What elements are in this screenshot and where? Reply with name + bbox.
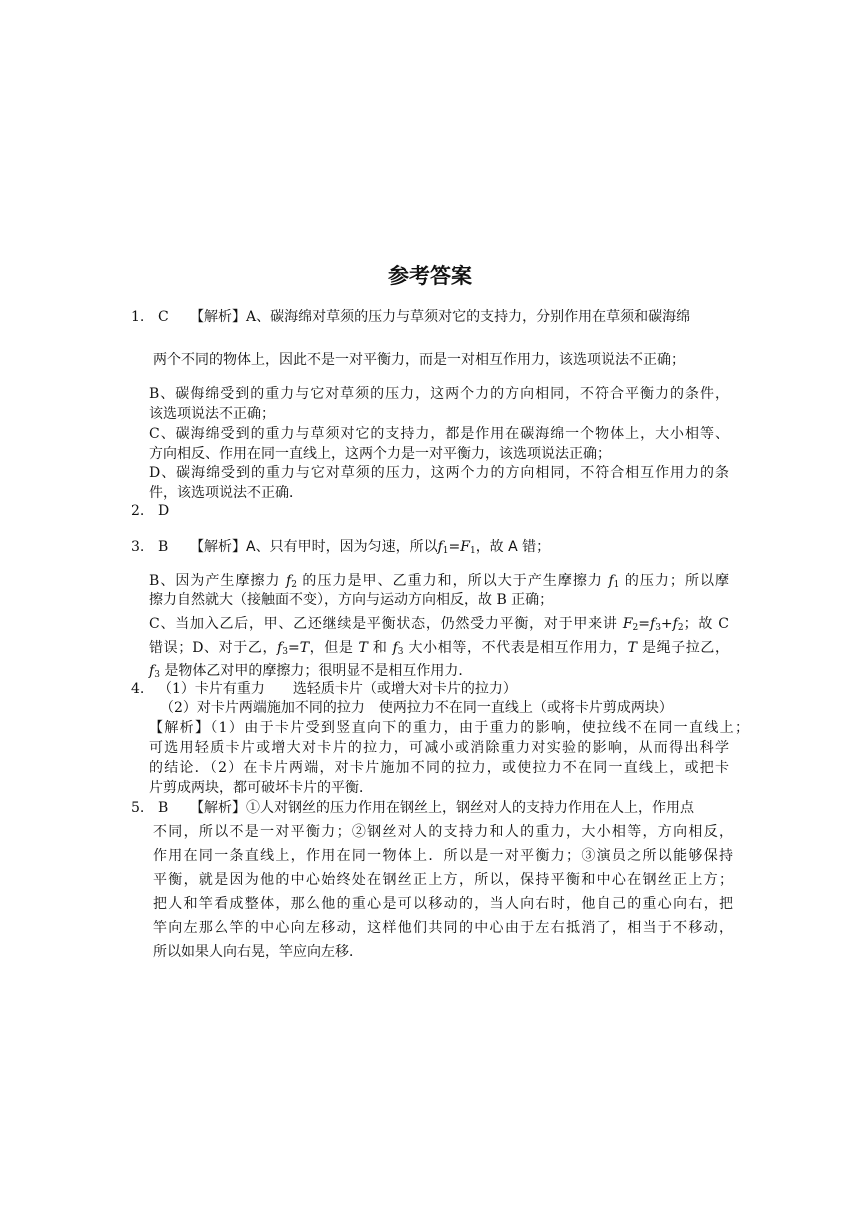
formula-sub: 1 [469, 546, 476, 556]
page-title: 参考答案 [388, 264, 472, 288]
q3-analysis-tag: 【解析】 [190, 539, 246, 555]
q3-text: 大小相等，不代表是相互作用力， [403, 640, 628, 656]
q4-line-4: 可选用轻质卡片或增大对卡片的拉力，可减小或消除重力对实验的影响，从而得出科学 [149, 740, 729, 756]
q1-line-4: 该选项说法不正确； [149, 406, 275, 422]
q4-number: 4. [131, 681, 145, 697]
q4-line-3: 【解析】（1）由于卡片受到竖直向下的重力，由于重力的影响，使拉线不在同一直线上； [149, 720, 749, 736]
q3-text: C、当加入乙后，甲、乙还继续是平衡状态，仍然受力平衡，对于甲来讲 [149, 616, 623, 632]
q3-text: 是物体乙对甲的摩擦力；很明显不是相互作用力． [159, 663, 473, 679]
formula-T: T [627, 640, 637, 656]
q3-line-6 [149, 660, 472, 680]
formula-f: f [392, 640, 398, 656]
q2-answer: D [158, 503, 170, 519]
q3-line-2 [149, 570, 729, 590]
q5-number: 5. [131, 800, 145, 816]
formula-eq: = [638, 616, 650, 632]
formula-sub: 2 [291, 580, 297, 590]
q3-text: 的压力；所以摩 [619, 573, 729, 589]
formula-T: T [358, 640, 368, 656]
formula-sub: 3 [154, 670, 160, 680]
q3-text: A、只有甲时，因为匀速，所以 [246, 539, 438, 555]
q2-line [131, 503, 169, 519]
formula-f: f [277, 640, 283, 656]
q3-text: 错误；D、对于乙， [149, 640, 278, 656]
formula-sub: 1 [613, 580, 620, 590]
q5-line-3: 作用在同一条直线上，作用在同一物体上．所以是一对平衡力；③演员之所以能够保持 [153, 848, 733, 864]
q3-text: 和 [367, 640, 393, 656]
q1-analysis-tag: 【解析】 [190, 309, 246, 325]
q1-line-3: B、碳侮绵受到的重力与它对草须的压力，这两个力的方向相同，不符合平衡力的条件， [149, 386, 729, 402]
q3-line-4 [149, 613, 729, 633]
formula-T: T [299, 640, 310, 656]
q3-text: B、因为产生摩擦力 [149, 573, 287, 589]
q4-line-2: （2）对卡片两端施加不同的拉力 使两拉力不在同一直线上（或将卡片剪成两块） [160, 700, 673, 716]
q1-answer: C [158, 309, 169, 325]
q3-text: ；故 C [683, 616, 729, 632]
q4-text: （1）卡片有重力 选轻质卡片（或增大对卡片的拉力） [158, 681, 517, 697]
q3-text: ，故 A 错； [475, 539, 551, 555]
q4-line-1 [131, 678, 517, 698]
q1-line-1 [131, 306, 690, 326]
q5-text: 【解析】①人对钢丝的压力作用在钢丝上，钢丝对人的支持力作用在人上，作用点 [190, 800, 694, 816]
q1-line-7: D、碳海绵受到的重力与它对草须的压力，这两个力的方向相同，不符合相互作用力的条 [149, 465, 729, 481]
formula-f: f [437, 539, 443, 555]
formula-sub: 2 [677, 623, 684, 633]
q1-line-8: 件，该选项说法不正确． [149, 485, 303, 501]
q5-line-6: 竿向左那么竿的中心向左移动，这样他们共同的中心由于左右抵消了，相当于不移动， [153, 920, 733, 936]
formula-sub: 3 [282, 647, 288, 657]
formula-plus: + [660, 616, 673, 632]
q1-number: 1. [131, 309, 145, 325]
q3-line-5 [149, 637, 729, 657]
q3-text: 的压力是甲、乙重力和，所以大于产生摩擦力 [296, 573, 609, 589]
q3-text: 是绳子拉乙， [636, 640, 730, 656]
q1-text: A、碳海绵对 [246, 309, 327, 325]
formula-eq: = [287, 640, 300, 656]
formula-f: f [672, 616, 678, 632]
q3-answer: B [158, 539, 169, 555]
q5-answer: B [158, 800, 169, 816]
q3-line-3: 擦力自然就大（接触面不变），方向与运动方向相反，故 B 正确； [149, 592, 554, 608]
q5-line-2: 不同，所以不是一对平衡力；②钢丝对人的支持力和人的重力，大小相等，方向相反， [153, 824, 733, 840]
formula-sub: 3 [397, 647, 404, 657]
q5-line-5: 把人和竿看成整体，那么他的重心是可以移动的，当人向右时，他自己的重心向右，把 [153, 896, 733, 912]
formula-F: F [460, 539, 470, 555]
q5-line-4: 平衡，就是因为他的中心始终处在钢丝正上方，所以，保持平衡和中心在钢丝正上方； [153, 872, 733, 888]
formula-sub: 3 [655, 623, 661, 633]
q5-line-7: 所以如果人向右晃，竿应向左移． [153, 944, 363, 960]
formula-sub: 1 [442, 546, 449, 556]
q1-line-2: 两个不同的物体上，因此不是一对平衡力，而是一对相互作用力，该选项说法不正确； [153, 352, 685, 368]
q3-line-1 [131, 536, 550, 556]
formula-eq: = [448, 539, 461, 555]
formula-f: f [608, 573, 614, 589]
formula-F: F [622, 616, 633, 632]
q1-text: 草须的压力与草须对它的支持力，分别作用在草须和碳海绵 [326, 309, 691, 325]
q3-number: 3. [131, 539, 145, 555]
q1-line-6: 方向相反、作用在同一直线上，这两个力是一对平衡力，该选项说法正确； [149, 446, 611, 462]
q1-line-5: C、碳海绵受到的重力与草须对它的支持力，都是作用在碳海绵一个物体上，大小相等、 [149, 426, 729, 442]
formula-f: f [149, 663, 155, 679]
formula-f: f [286, 573, 292, 589]
q5-line-1 [131, 797, 694, 817]
q4-line-5: 的结论．（2）在卡片两端，对卡片施加不同的拉力，或使拉力不在同一直线上，或把卡 [149, 760, 729, 776]
formula-sub: 2 [632, 623, 639, 633]
q3-text: ，但是 [309, 640, 359, 656]
q4-line-6: 片剪成两块，都可破坏卡片的平衡． [149, 780, 373, 796]
q2-number: 2. [131, 503, 145, 519]
formula-f: f [650, 616, 656, 632]
